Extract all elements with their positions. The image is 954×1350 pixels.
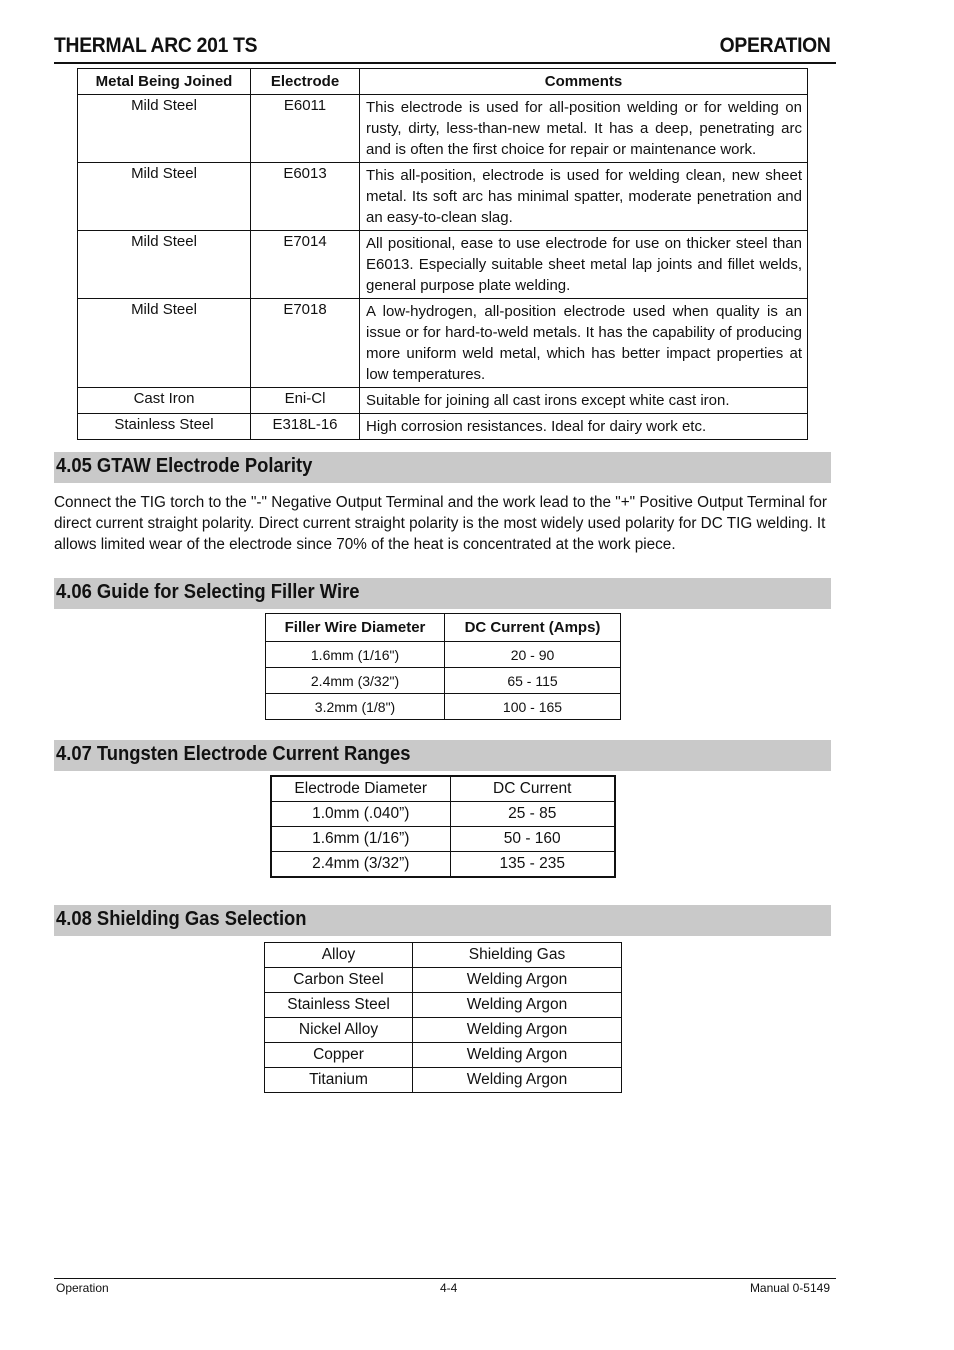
current-cell: 100 - 165	[445, 694, 621, 720]
footer-left: Operation	[56, 1281, 109, 1295]
diameter-cell: 2.4mm (3/32")	[266, 668, 445, 694]
diameter-cell: 2.4mm (3/32”)	[271, 852, 450, 878]
table-row	[265, 1068, 622, 1093]
electrode-cell: E7018	[251, 299, 360, 388]
comment-cell: This electrode is used for all-position welding or for welding on rusty, dirty, less-than-new metal. It has a deep, penetrating arc and is often the first choice for repair or maintenance work.	[360, 95, 808, 163]
electrode-cell: E6011	[251, 95, 360, 163]
current-cell: 135 - 235	[450, 852, 615, 878]
table-row	[266, 642, 621, 668]
section-name: OPERATION	[720, 34, 831, 57]
alloy-cell: Titanium	[265, 1068, 413, 1093]
column-header: DC Current (Amps)	[445, 614, 621, 642]
alloy-cell: Copper	[265, 1043, 413, 1068]
table-header-row	[266, 614, 621, 642]
diameter-cell: Electrode Diameter	[271, 776, 450, 802]
page-number: 4-4	[440, 1281, 458, 1295]
gas-cell: Welding Argon	[413, 968, 622, 993]
alloy-cell: Alloy	[265, 943, 413, 968]
comment-cell: High corrosion resistances. Ideal for dairy work etc.	[360, 414, 808, 440]
table-row	[78, 163, 808, 231]
table-row	[265, 1018, 622, 1043]
table-row	[271, 802, 615, 827]
table-row	[78, 95, 808, 163]
table-row	[265, 993, 622, 1018]
alloy-cell: Nickel Alloy	[265, 1018, 413, 1043]
section-heading-text: 4.07 Tungsten Electrode Current Ranges	[56, 743, 411, 765]
header-rule	[54, 62, 836, 64]
shielding-gas-table	[264, 942, 622, 1093]
electrode-table	[77, 68, 808, 440]
comment-cell: Suitable for joining all cast irons except white cast iron.	[360, 388, 808, 414]
comment-cell: This all-position, electrode is used for welding clean, new sheet metal. Its soft arc has minimal spatter, moderate penetration and an easy-to-clean slag.	[360, 163, 808, 231]
electrode-cell: E7014	[251, 231, 360, 299]
comment-cell: All positional, ease to use electrode for use on thicker steel than E6013. Especially suitable sheet metal lap joints and fillet welds, general purpose plate welding.	[360, 231, 808, 299]
alloy-cell: Carbon Steel	[265, 968, 413, 993]
alloy-cell: Stainless Steel	[265, 993, 413, 1018]
section-heading-text: 4.08 Shielding Gas Selection	[56, 908, 307, 930]
tungsten-electrode-table	[270, 775, 616, 878]
metal-cell: Mild Steel	[78, 163, 251, 231]
gas-cell: Shielding Gas	[413, 943, 622, 968]
table-row	[265, 968, 622, 993]
gas-cell: Welding Argon	[413, 1043, 622, 1068]
section-heading-4-05	[54, 452, 831, 483]
diameter-cell: 1.6mm (1/16")	[266, 642, 445, 668]
current-cell: 20 - 90	[445, 642, 621, 668]
electrode-cell: Eni-Cl	[251, 388, 360, 414]
diameter-cell: 1.6mm (1/16”)	[271, 827, 450, 852]
metal-cell: Stainless Steel	[78, 414, 251, 440]
section-heading-4-06	[54, 578, 831, 609]
table-row	[271, 827, 615, 852]
gas-cell: Welding Argon	[413, 1018, 622, 1043]
current-cell: 50 - 160	[450, 827, 615, 852]
metal-cell: Mild Steel	[78, 231, 251, 299]
table-row	[78, 299, 808, 388]
section-heading-text: 4.06 Guide for Selecting Filler Wire	[56, 581, 360, 603]
table-row	[78, 231, 808, 299]
table-row	[265, 943, 622, 968]
table-row	[266, 694, 621, 720]
polarity-paragraph: Connect the TIG torch to the "-" Negative Output Terminal and the work lead to the "+" Positive Output Terminal for direct current straight polarity. Direct current straight polarity is the most widely used polarity for DC TIG welding. It allows limited wear of the electrode since 70% of the heat is concentrated at the work piece.	[54, 494, 827, 553]
table-header-row	[78, 69, 808, 95]
metal-cell: Mild Steel	[78, 299, 251, 388]
table-row	[265, 1043, 622, 1068]
footer-rule	[54, 1278, 836, 1279]
comment-cell: A low-hydrogen, all-position electrode used when quality is an issue or for hard-to-weld metals. It has the capability of producing more uniform weld metal, which has better impact properties at low temperatures.	[360, 299, 808, 388]
metal-cell: Mild Steel	[78, 95, 251, 163]
column-header: Filler Wire Diameter	[266, 614, 445, 642]
diameter-cell: 3.2mm (1/8")	[266, 694, 445, 720]
diameter-cell: 1.0mm (.040”)	[271, 802, 450, 827]
table-row	[271, 852, 615, 878]
section-heading-4-07	[54, 740, 831, 771]
metal-cell: Cast Iron	[78, 388, 251, 414]
section-heading-4-08	[54, 905, 831, 936]
table-row	[271, 776, 615, 802]
table-row	[78, 388, 808, 414]
table-row	[78, 414, 808, 440]
electrode-cell: E6013	[251, 163, 360, 231]
column-header: Electrode	[251, 69, 360, 95]
filler-wire-table	[265, 613, 621, 720]
current-cell: 65 - 115	[445, 668, 621, 694]
document-title: THERMAL ARC 201 TS	[54, 34, 258, 57]
electrode-cell: E318L-16	[251, 414, 360, 440]
current-cell: DC Current	[450, 776, 615, 802]
section-heading-text: 4.05 GTAW Electrode Polarity	[56, 455, 313, 477]
manual-number: Manual 0-5149	[749, 1281, 830, 1295]
table-row	[266, 668, 621, 694]
column-header: Metal Being Joined	[78, 69, 251, 95]
gas-cell: Welding Argon	[413, 1068, 622, 1093]
current-cell: 25 - 85	[450, 802, 615, 827]
column-header: Comments	[360, 69, 808, 95]
gas-cell: Welding Argon	[413, 993, 622, 1018]
